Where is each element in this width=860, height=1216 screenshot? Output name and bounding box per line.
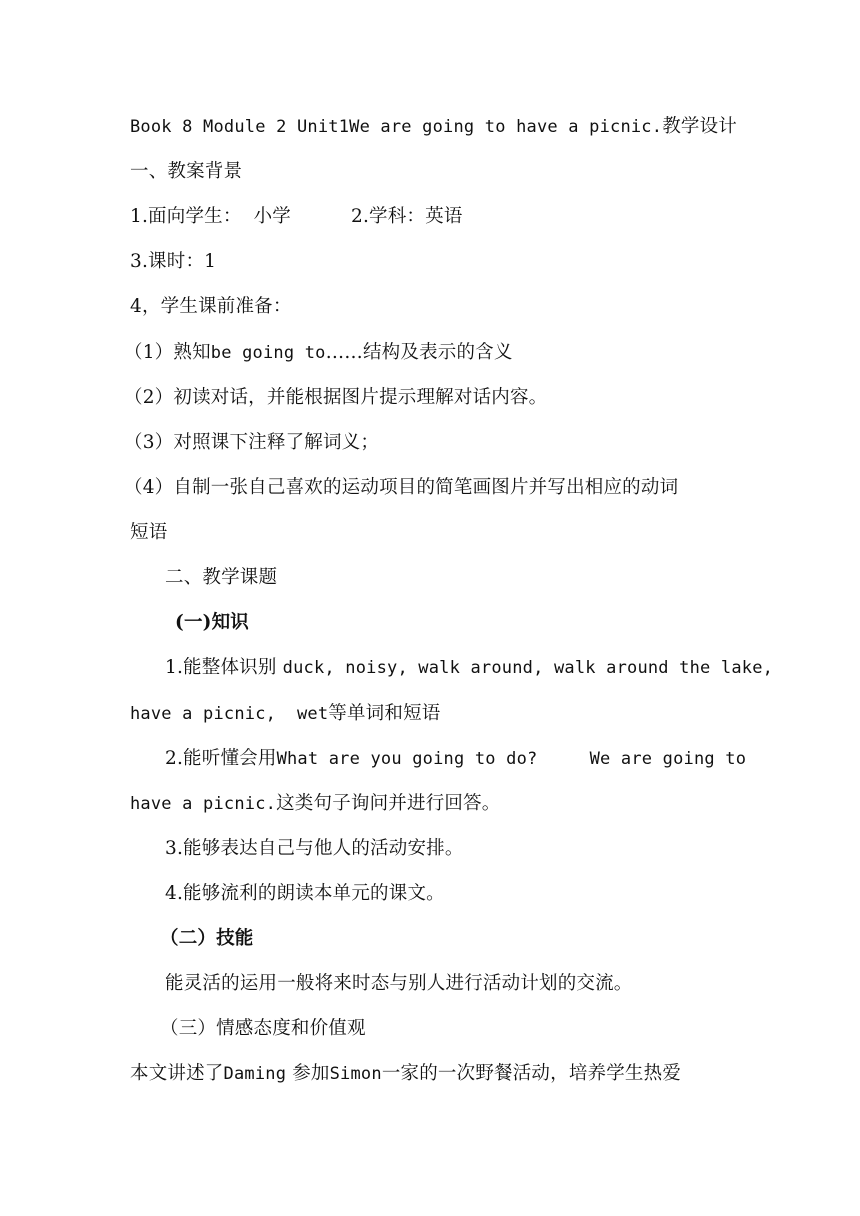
knowledge-item-2-line2: have a picnic.这类句子询问并进行回答。 bbox=[130, 793, 501, 814]
attitude-heading: （三）情感态度和价值观 bbox=[160, 1018, 366, 1039]
skills-text: 能灵活的运用一般将来时态与别人进行活动计划的交流。 bbox=[165, 973, 633, 994]
prep-heading: 4，学生课前准备： bbox=[130, 296, 292, 317]
knowledge-item-4: 4.能够流利的朗读本单元的课文。 bbox=[165, 883, 445, 904]
student-value: 小学 bbox=[253, 206, 291, 227]
prep-item-1: （1）熟知be going to……结构及表示的含义 bbox=[124, 342, 513, 363]
knowledge-heading: (一)知识 bbox=[175, 612, 250, 633]
prep-item-4-line2: 短语 bbox=[130, 522, 168, 543]
subject-label: 2.学科： bbox=[350, 206, 426, 227]
skills-heading: （二）技能 bbox=[160, 928, 254, 949]
section1-heading: 一、教案背景 bbox=[130, 161, 243, 182]
subject-value: 英语 bbox=[425, 206, 463, 227]
prep-item-2: （2）初读对话，并能根据图片提示理解对话内容。 bbox=[124, 387, 548, 408]
attitude-text: 本文讲述了Daming 参加Simon一家的一次野餐活动，培养学生热爱 bbox=[130, 1063, 682, 1084]
knowledge-item-1-line2: have a picnic, wet等单词和短语 bbox=[130, 703, 441, 724]
prep-item-4-line1: （4）自制一张自己喜欢的运动项目的简笔画图片并写出相应的动词 bbox=[124, 477, 679, 498]
knowledge-item-2-line1: 2.能听懂会用What are you going to do? We are going to bbox=[165, 748, 747, 769]
document-title bbox=[130, 115, 737, 139]
title-chinese: 教学设计 bbox=[662, 116, 737, 137]
knowledge-item-3: 3.能够表达自己与他人的活动安排。 bbox=[165, 838, 464, 859]
title-english: Book 8 Module 2 Unit1We are going to have a picnic. bbox=[130, 117, 663, 137]
prep-item-3: （3）对照课下注释了解词义； bbox=[124, 432, 380, 453]
period-line: 3.课时：1 bbox=[130, 251, 217, 272]
knowledge-item-1-line1: 1.能整体识别 duck, noisy, walk around, walk around the lake, bbox=[165, 657, 774, 678]
student-label: 1.面向学生： bbox=[130, 206, 242, 227]
section2-heading: 二、教学课题 bbox=[165, 567, 278, 588]
student-subject-line bbox=[130, 205, 463, 229]
